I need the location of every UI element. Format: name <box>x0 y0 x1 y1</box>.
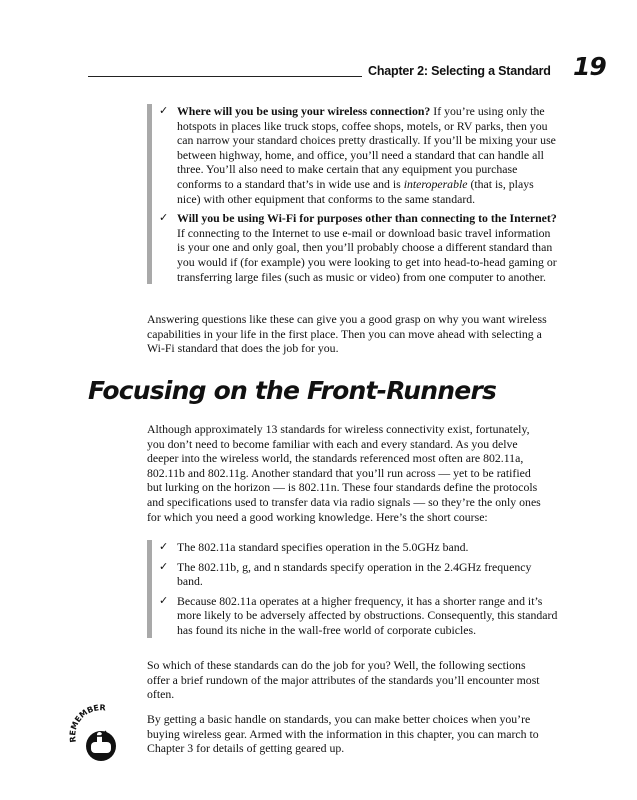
list-item <box>158 540 558 555</box>
section-heading: Focusing on the Front-Runners <box>88 376 497 405</box>
paragraph-which-standards: So which of these standards can do the job for you? Well, the following sections offer a brief rundown of the major attributes of the standards you’ll encounter most often. <box>147 658 540 702</box>
bullet-text: The 802.11b, g, and n standards specify operation in the 2.4GHz frequency band. <box>177 559 532 589</box>
bullet-text: If you’re using only the hotspots in places like truck stops, coffee shops, motels, or RV parks, then you can narrow your standard choices pretty drastically. If you’ll be mixing your use between highway, home, and office, you’ll need a standard that can handle all three. You’ll also need to make certain that any equipment you purchase conforms to a standard that’s in wide use and is <box>177 104 556 191</box>
bullet-text: (that is, plays nice) with other equipment that conforms to the same standard. <box>177 176 534 206</box>
chapter-title: Chapter 2: Selecting a Standard <box>368 64 551 78</box>
page-number: 19 <box>573 52 606 81</box>
bullet-text: The 802.11a standard specifies operation in the 5.0GHz band. <box>177 540 469 554</box>
bullet-question: Will you be using Wi-Fi for purposes other than connecting to the Internet? <box>177 211 557 226</box>
remember-icon-hand <box>91 742 111 753</box>
bullet-list <box>158 104 558 284</box>
check-mark-icon: ✓ <box>159 104 169 117</box>
paragraph-answering: Answering questions like these can give you a good grasp on why you want wireless capabilities in your life in the first place. Then you can move ahead with selecting a Wi-Fi standard that does the job for you. <box>147 312 547 356</box>
bullet-block-standards <box>147 540 558 638</box>
bullet-question: Where will you be using your wireless connection? <box>177 104 431 118</box>
paragraph-remember: By getting a basic handle on standards, you can make better choices when you’re buying wireless gear. Armed with the information in this chapter, you can march to Chapter 3 for details of getting geared up. <box>147 712 539 756</box>
check-mark-icon: ✓ <box>159 559 169 573</box>
bullet-text: Because 802.11a operates at a higher frequency, it has a shorter range and it’s more likely to be adversely affected by obstructions. Consequently, this standard has found its niche in the wall-free world of corporate cubicles. <box>177 593 558 637</box>
check-mark-icon: ✓ <box>159 211 169 225</box>
list-item <box>158 104 558 206</box>
check-mark-icon: ✓ <box>159 593 169 607</box>
list-item <box>158 560 558 589</box>
remember-icon <box>68 702 132 766</box>
list-item <box>158 594 558 638</box>
list-item <box>158 211 558 284</box>
header-rule <box>88 76 362 77</box>
remember-icon-label-path: REMEMBER <box>68 703 106 743</box>
bullet-text: If connecting to the Internet to use e-mail or download basic travel information is your one and only goal, then you’ll probably choose a different standard than you would if (for example) you were looking to get into head-to-head gaming or transferring large files (such as music or video) from one computer to another. <box>177 225 557 284</box>
bullet-list <box>158 540 558 638</box>
check-mark-icon: ✓ <box>159 540 169 553</box>
bullet-block-questions <box>147 104 558 284</box>
paragraph-section-intro: Although approximately 13 standards for wireless connectivity exist, fortunately, you don’t need to become familiar with each and every standard. As you delve deeper into the wireless world, the standards referenced most often are 802.11a, 802.11b and 802.11g. Another standard that you’ll run across — yet to be ratified but lurking on the horizon — is 802.11n. These four standards define the protocols and specifications used to transfer data via radio signals — so they’re the only ones for which you need a good working knowledge. Here’s the short course: <box>147 422 541 524</box>
bullet-italic-term: interoperable <box>403 176 468 191</box>
